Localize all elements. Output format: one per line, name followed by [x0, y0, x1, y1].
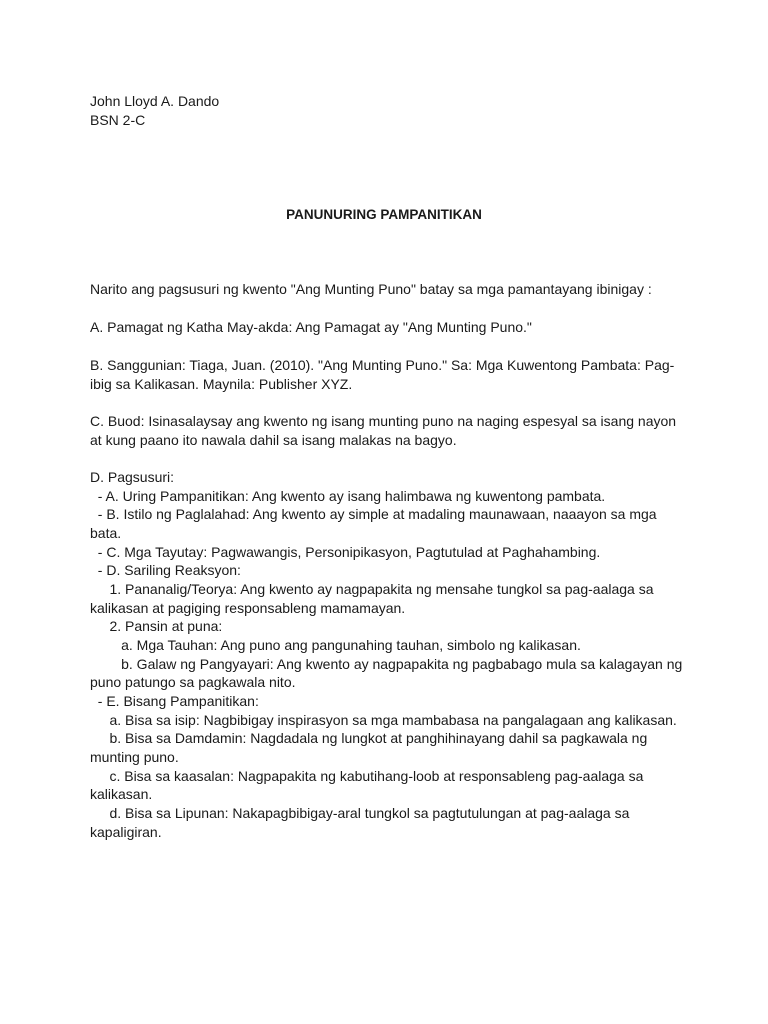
section-d-ed-line-1: d. Bisa sa Lipunan: Nakapagbibigay-aral tungkol sa pagtutulungan at pag-aalaga sa: [90, 805, 630, 821]
section-d-eb-line-2: munting puno.: [90, 749, 179, 765]
section-d-d2-heading: 2. Pansin at puna:: [90, 618, 223, 634]
section-d-heading: D. Pagsusuri:: [90, 469, 175, 485]
author-name: John Lloyd A. Dando: [90, 93, 220, 109]
section-d-ec-line-1: c. Bisa sa kaasalan: Nagpapakita ng kabutihang-loob at responsableng pag-aalaga sa: [90, 768, 644, 784]
intro-paragraph: Narito ang pagsusuri ng kwento "Ang Munting Puno" batay sa mga pamantayang ibinigay :: [90, 281, 652, 297]
section-d-ec-line-2: kalikasan.: [90, 786, 153, 802]
section-c-line-2: at kung paano ito nawala dahil sa isang malakas na bagyo.: [90, 432, 457, 448]
section-d-b-line-2: bata.: [90, 525, 122, 541]
section-b-line-2: ibig sa Kalikasan. Maynila: Publisher XYZ.: [90, 376, 353, 392]
section-a: A. Pamagat ng Katha May-akda: Ang Pamagat ay "Ang Munting Puno.": [90, 319, 532, 335]
section-c-line-1: C. Buod: Isinasalaysay ang kwento ng isang munting puno na naging espesyal sa isang nayon: [90, 413, 677, 429]
section-d-d2b-line-2: puno patungo sa pagkawala nito.: [90, 674, 296, 690]
document-title: PANUNURING PAMPANITIKAN: [286, 207, 482, 222]
section-d-b-line-1: - B. Istilo ng Paglalahad: Ang kwento ay simple at madaling maunawaan, naaayon sa mga: [90, 506, 657, 522]
section-b-line-1: B. Sanggunian: Tiaga, Juan. (2010). "Ang Munting Puno." Sa: Mga Kuwentong Pambata: Pag-: [90, 357, 675, 373]
section-d-d2a: a. Mga Tauhan: Ang puno ang pangunahing tauhan, simbolo ng kalikasan.: [90, 637, 581, 653]
section-d-d1-line-2: kalikasan at pagiging responsableng mamamayan.: [90, 600, 406, 616]
section-d-d2b-line-1: b. Galaw ng Pangyayari: Ang kwento ay nagpapakita ng pagbabago mula sa kalagayan ng: [90, 656, 683, 672]
section-d-ea: a. Bisa sa isip: Nagbibigay inspirasyon sa mga mambabasa na pangalagaan ang kalikasan.: [90, 712, 677, 728]
author-section: BSN 2-C: [90, 112, 146, 128]
section-d-d1-line-1: 1. Pananalig/Teorya: Ang kwento ay nagpapakita ng mensahe tungkol sa pag-aalaga sa: [90, 581, 654, 597]
section-d-ed-line-2: kapaligiran.: [90, 824, 162, 840]
section-d-c: - C. Mga Tayutay: Pagwawangis, Personipikasyon, Pagtutulad at Paghahambing.: [90, 544, 601, 560]
section-d-d-heading: - D. Sariling Reaksyon:: [90, 562, 241, 578]
section-d-e-heading: - E. Bisang Pampanitikan:: [90, 693, 259, 709]
section-d-a: - A. Uring Pampanitikan: Ang kwento ay isang halimbawa ng kuwentong pambata.: [90, 488, 606, 504]
section-d-eb-line-1: b. Bisa sa Damdamin: Nagdadala ng lungkot at panghihinayang dahil sa pagkawala ng: [90, 730, 648, 746]
